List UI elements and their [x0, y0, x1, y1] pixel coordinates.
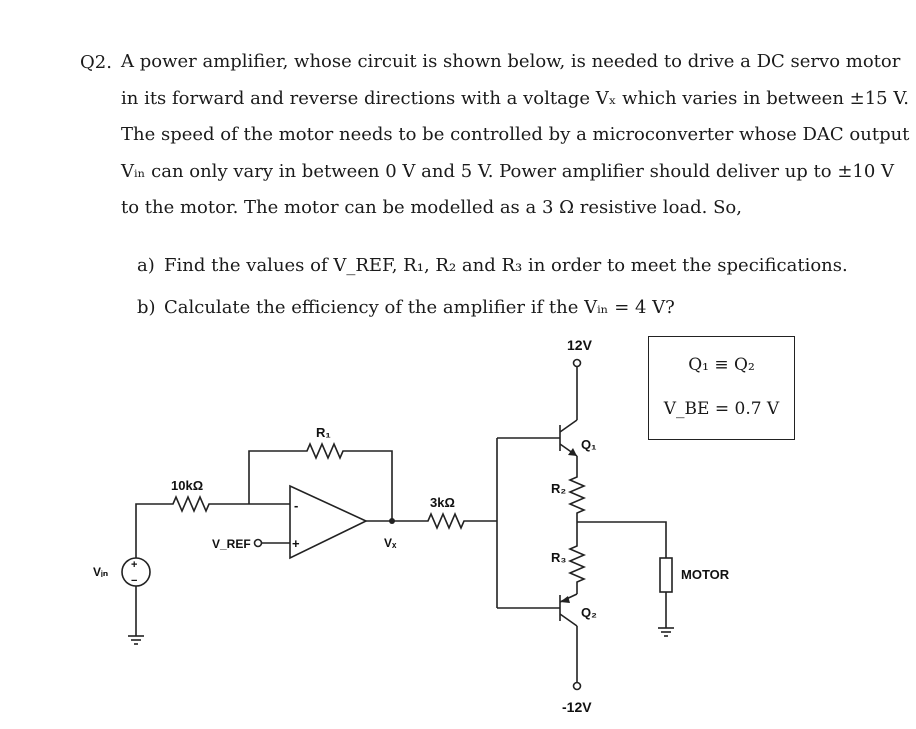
q1-label: Q₁	[581, 437, 597, 452]
resistor-r2	[570, 474, 584, 522]
question-number: Q2.	[80, 52, 112, 73]
part-b-text: Calculate the efficiency of the amplifier if the Vᵢₙ = 4 V?	[164, 297, 675, 318]
motor-label: MOTOR	[681, 567, 730, 582]
vx-junction	[389, 518, 395, 524]
wire-feedback-right	[346, 451, 392, 521]
vx-label: Vₓ	[384, 536, 397, 550]
spec-matched-transistors: Q₁ ≡ Q₂	[688, 355, 755, 375]
wire-source-to-rin	[136, 504, 170, 558]
ground-symbol-source	[128, 636, 144, 644]
r-mid-label: 3kΩ	[430, 495, 455, 510]
r3-label: R₃	[551, 550, 567, 565]
wire-feedback-left	[249, 451, 304, 504]
r1-label: R₁	[316, 425, 331, 440]
part-a-text: Find the values of V_REF, R₁, R₂ and R₃ in order to meet the specifications.	[164, 255, 848, 276]
vcc-terminal	[574, 360, 581, 367]
rin-label: 10kΩ	[171, 478, 204, 493]
vin-label: Vᵢₙ	[93, 565, 109, 579]
vcc-label: 12V	[567, 337, 592, 353]
resistor-r3	[570, 522, 584, 594]
transistor-q1	[560, 420, 577, 456]
spec-vbe: V_BE = 0.7 V	[663, 399, 780, 419]
resistor-3k	[425, 514, 497, 528]
input-voltage-source	[122, 558, 150, 587]
q2-label: Q₂	[581, 605, 597, 620]
opamp-triangle	[290, 486, 366, 558]
opamp-noninverting-sign: +	[292, 536, 300, 551]
vref-label: V_REF	[212, 537, 251, 551]
question-line-5: to the motor. The motor can be modelled as a 3 Ω resistive load. So,	[121, 197, 742, 219]
transistor-q2	[560, 594, 577, 626]
vref-terminal	[255, 540, 262, 547]
motor-load-resistor	[660, 558, 672, 592]
part-a-marker: a)	[137, 255, 155, 276]
question-line-3: The speed of the motor needs to be controlled by a microconverter whose DAC output	[121, 124, 910, 146]
resistor-r1	[304, 444, 346, 458]
question-line-2: in its forward and reverse directions with a voltage Vₓ which varies in between ±15 V.	[121, 87, 909, 109]
opamp-inverting-sign: -	[294, 498, 299, 513]
r2-label: R₂	[551, 481, 567, 496]
question-line-4: Vᵢₙ can only vary in between 0 V and 5 V. Power amplifier should deliver up to ±10 V	[121, 160, 895, 182]
question-line-1: A power amplifier, whose circuit is shown below, is needed to drive a DC servo motor	[121, 51, 901, 72]
vee-label: -12V	[562, 699, 592, 715]
part-b-marker: b)	[137, 297, 156, 318]
source-plus-sign: +	[131, 559, 138, 571]
resistor-10k	[170, 497, 215, 511]
wire-to-motor	[577, 522, 666, 558]
ground-symbol-motor	[658, 628, 674, 636]
vee-terminal	[574, 683, 581, 690]
source-minus-sign: −	[131, 575, 138, 587]
